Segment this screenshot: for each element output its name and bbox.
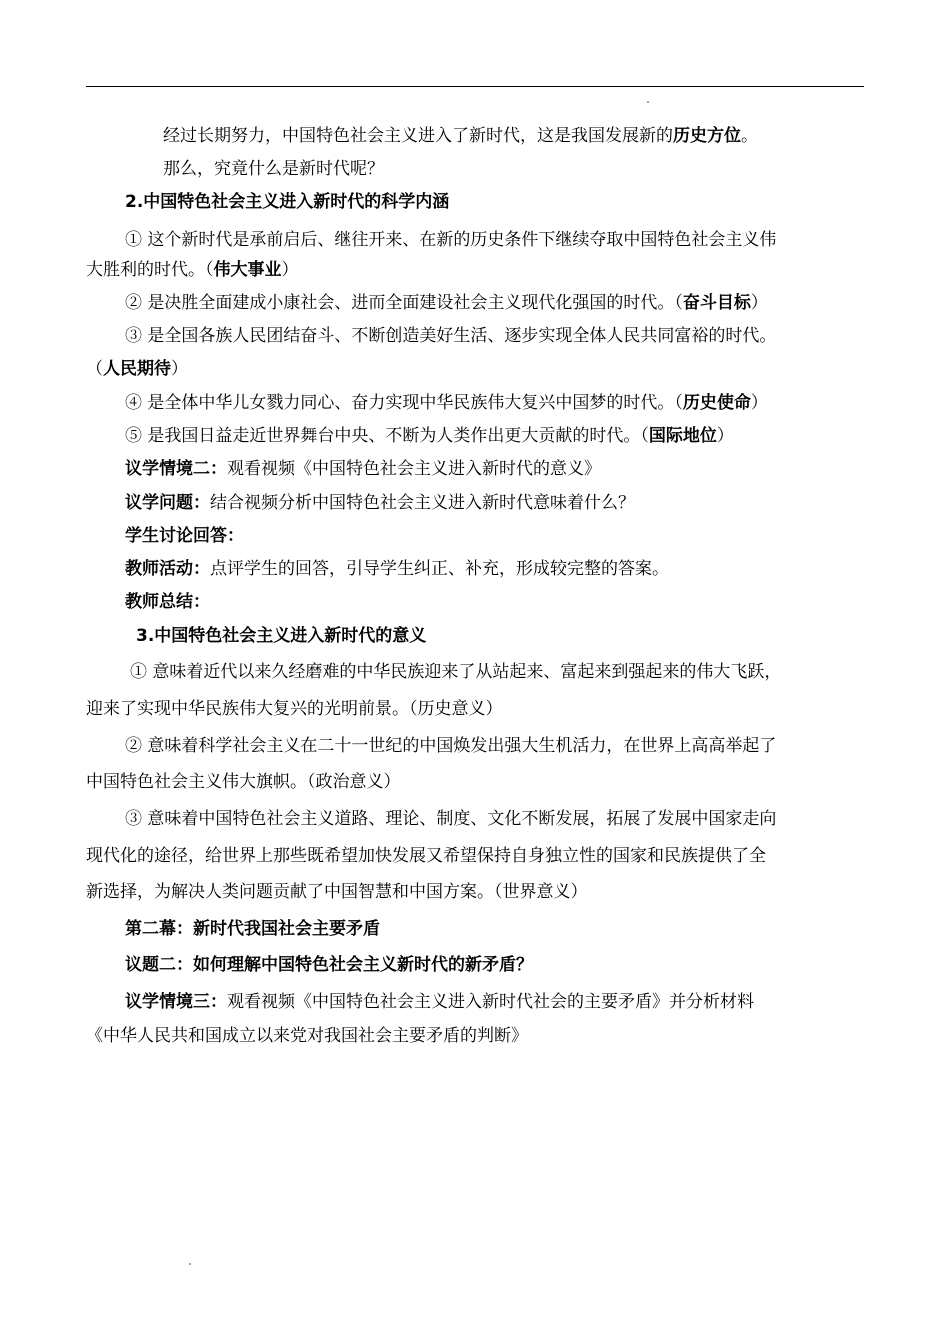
scenario2	[125, 457, 601, 481]
section3-item-2-line-1: ② 意味着科学社会主义在二十一世纪的中国焕发出强大生机活力，在世界上高高举起了	[125, 736, 777, 756]
intro-line-1	[163, 124, 758, 148]
section2-item-3-line-2	[86, 357, 188, 381]
question	[125, 491, 635, 515]
item-tag: 历史使命	[682, 393, 751, 413]
topic2-title: 议题二：如何理解中国特色社会主义新时代的新矛盾？	[125, 955, 533, 975]
item-text: ④ 是全体中华儿女戮力同心、奋力实现中华民族伟大复兴中国梦的时代。（	[125, 393, 683, 413]
item-close: ）	[750, 393, 768, 413]
item-tag: 伟大事业	[213, 260, 282, 280]
section2-item-1-line-1: ① 这个新时代是承前启后、继往开来、在新的历史条件下继续夺取中国特色社会主义伟	[125, 230, 777, 250]
item-close: ）	[281, 260, 299, 280]
item-tag: 国际地位	[648, 426, 717, 446]
section3-item-3-line-3: 新选择，为解决人类问题贡献了中国智慧和中国方案。（世界意义）	[86, 882, 588, 902]
item-tag: 人民期待	[103, 359, 171, 379]
footer-dot	[189, 1263, 191, 1265]
header-rule	[86, 86, 864, 87]
section2-heading: 2.中国特色社会主义进入新时代的科学内涵	[125, 192, 450, 212]
item-close: ）	[171, 359, 188, 379]
section2-item-1-line-2	[86, 258, 299, 282]
item-text: ⑤ 是我国日益走近世界舞台中央、不断为人类作出更大贡献的时代。（	[125, 426, 649, 446]
section3-item-1-line-2: 迎来了实现中华民族伟大复兴的光明前景。（历史意义）	[86, 699, 503, 719]
scenario3-text: 观看视频《中国特色社会主义进入新时代社会的主要矛盾》并分析材料	[227, 992, 754, 1012]
intro-line-2: 那么，究竟什么是新时代呢？	[163, 159, 384, 179]
intro-bold-term: 历史方位	[673, 126, 741, 146]
scenario2-text: 观看视频《中国特色社会主义进入新时代的意义》	[227, 459, 601, 479]
section3-item-3-line-2: 现代化的途径，给世界上那些既希望加快发展又希望保持自身独立性的国家和民族提供了全	[86, 846, 766, 866]
intro-end: 。	[741, 126, 758, 146]
item-close: ）	[716, 426, 734, 446]
act2-title: 第二幕：新时代我国社会主要矛盾	[125, 919, 380, 939]
teacher-activity-label: 教师活动：	[125, 559, 210, 579]
item-text: （	[86, 359, 103, 379]
intro-text: 经过长期努力，中国特色社会主义进入了新时代，这是我国发展新的	[163, 126, 673, 146]
section2-item-4	[125, 391, 768, 415]
item-text: ② 是决胜全面建成小康社会、进而全面建设社会主义现代化强国的时代。（	[125, 293, 683, 313]
question-label: 议学问题：	[125, 493, 210, 513]
section3-item-1-line-1: ① 意味着近代以来久经磨难的中华民族迎来了从站起来、富起来到强起来的伟大飞跃，	[130, 662, 782, 682]
section3-heading: 3.中国特色社会主义进入新时代的意义	[136, 626, 427, 646]
item-text: 大胜利的时代。（	[86, 260, 214, 280]
section2-item-2	[125, 291, 768, 315]
scenario2-label: 议学情境二：	[125, 459, 227, 479]
section3-item-2-line-2: 中国特色社会主义伟大旗帜。（政治意义）	[86, 772, 401, 792]
teacher-activity-text: 点评学生的回答，引导学生纠正、补充，形成较完整的答案。	[210, 559, 669, 579]
teacher-summary-label: 教师总结：	[125, 592, 210, 612]
section2-item-3-line-1: ③ 是全国各族人民团结奋斗、不断创造美好生活、逐步实现全体人民共同富裕的时代。	[125, 326, 777, 346]
scenario3-label: 议学情境三：	[125, 992, 227, 1012]
section3-item-3-line-1: ③ 意味着中国特色社会主义道路、理论、制度、文化不断发展，拓展了发展中国家走向	[125, 809, 777, 829]
question-text: 结合视频分析中国特色社会主义进入新时代意味着什么？	[210, 493, 635, 513]
scenario3-line-1	[125, 990, 754, 1014]
section2-item-5	[125, 424, 734, 448]
teacher-activity	[125, 557, 669, 581]
item-close: ）	[750, 293, 768, 313]
header-dot	[647, 101, 649, 103]
discussion-label: 学生讨论回答：	[125, 526, 244, 546]
item-tag: 奋斗目标	[682, 293, 751, 313]
scenario3-line-2: 《中华人民共和国成立以来党对我国社会主要矛盾的判断》	[86, 1026, 528, 1046]
